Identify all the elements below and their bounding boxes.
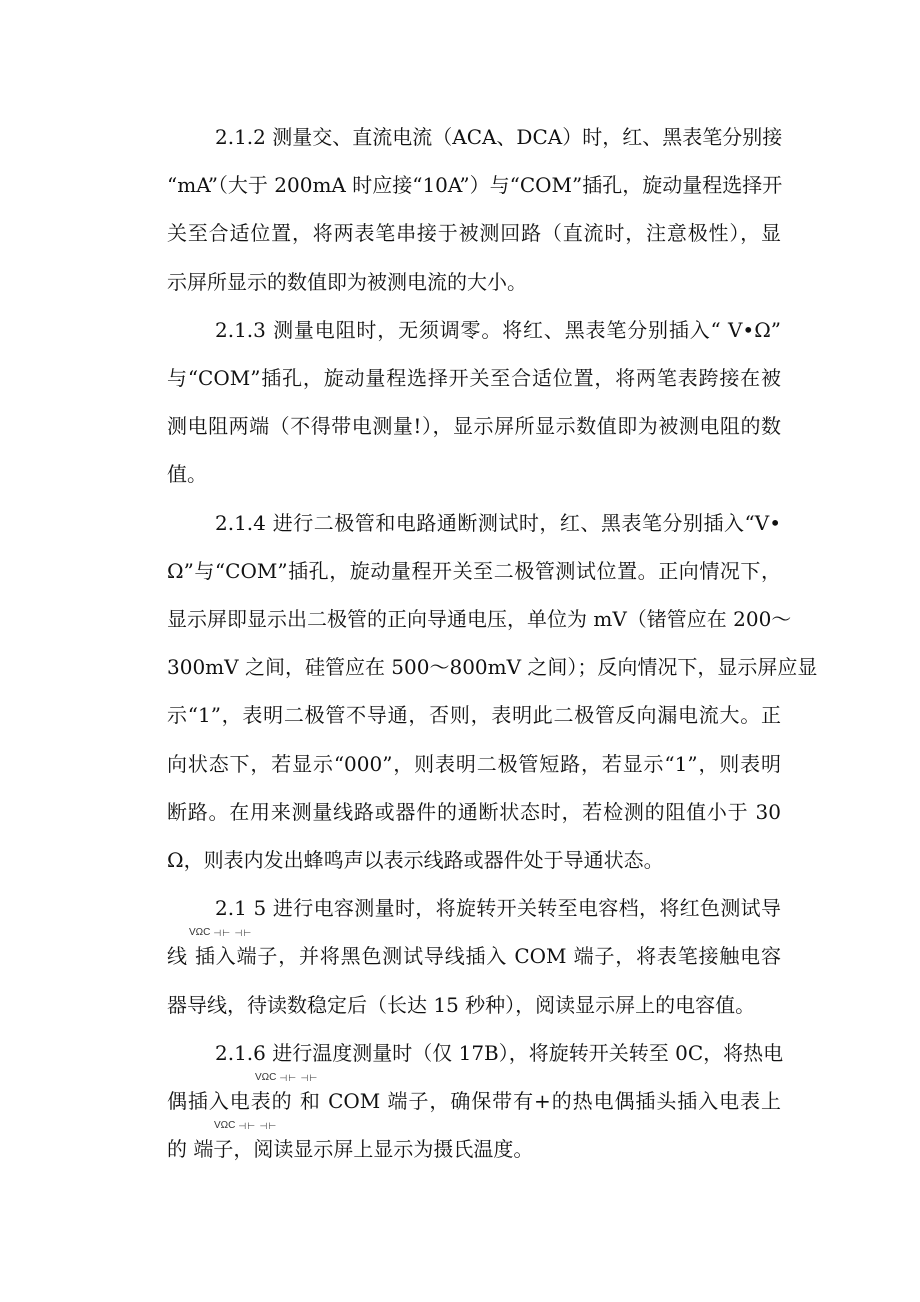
paragraph-3-line: 断路。在用来测量线路或器件的通断状态时，若检测的阻值小于 30 xyxy=(167,799,781,824)
paragraph-2-line: 测电阻两端（不得带电测量!），显示屏所显示数值即为被测电阻的数 xyxy=(167,414,781,439)
terminal-symbol-icon xyxy=(255,1072,318,1084)
paragraph-4-line: 线 插入端子，并将黑色测试导线插入 COM 端子，将表笔接触电容 xyxy=(167,944,781,969)
paragraph-2-line: 与“COM”插孔，旋动量程选择开关至合适位置，将两笔表跨接在被 xyxy=(167,366,781,390)
terminal-symbol-label: VΩC xyxy=(189,927,211,938)
paragraph-2-line: 值。 xyxy=(167,462,207,487)
diode-capacitor-icon: ⊣⊢ ⊣⊢ xyxy=(213,928,253,938)
paragraph-3-line: 向状态下，若显示“000”，则表明二极管短路，若显示“1”，则表明 xyxy=(167,751,781,776)
paragraph-1-line: 2.1.2 测量交、直流电流（ACA、DCA）时，红、黑表笔分别接 xyxy=(215,125,783,149)
paragraph-1-line: 关至合适位置，将两表笔串接于被测回路（直流时，注意极性），显 xyxy=(167,221,781,246)
terminal-symbol-icon xyxy=(214,1120,277,1132)
paragraph-2-line: 2.1.3 测量电阻时，无须调零。将红、黑表笔分别插入“ V•Ω” xyxy=(215,317,781,342)
terminal-symbol-label: VΩC xyxy=(214,1120,236,1131)
paragraph-1-line: 示屏所显示的数值即为被测电流的大小。 xyxy=(167,269,527,294)
paragraph-3-line: 2.1.4 进行二极管和电路通断测试时，红、黑表笔分别插入“V• xyxy=(215,510,781,535)
paragraph-4-line: 器导线，待读数稳定后（长达 15 秒种），阅读显示屏上的电容值。 xyxy=(167,992,756,1017)
paragraph-3-line: 示“1”，表明二极管不导通，否则，表明此二极管反向漏电流大。正 xyxy=(167,703,781,728)
paragraph-3-line: Ω”与“COM”插孔，旋动量程开关至二极管测试位置。正向情况下， xyxy=(167,558,781,583)
paragraph-3-line: 显示屏即显示出二极管的正向导通电压，单位为 mV（锗管应在 200～ xyxy=(167,607,792,631)
paragraph-3-line: Ω，则表内发出蜂鸣声以表示线路或器件处于导通状态。 xyxy=(167,848,664,872)
paragraph-4-line: 2.1 5 进行电容测量时，将旋转开关转至电容档，将红色测试导 xyxy=(215,896,781,921)
paragraph-5-line: 偶插入电表的 和 COM 端子，确保带有+的热电偶插头插入电表上 xyxy=(167,1089,781,1113)
terminal-symbol-label: VΩC xyxy=(255,1072,277,1083)
terminal-symbol-icon xyxy=(189,927,252,939)
paragraph-3-line: 300mV 之间，硅管应在 500～800mV 之间）；反向情况下，显示屏应显 xyxy=(167,655,818,680)
paragraph-1-line: “mA”（大于 200mA 时应接“10A”）与“COM”插孔，旋动量程选择开 xyxy=(167,173,783,198)
diode-capacitor-icon: ⊣⊢ ⊣⊢ xyxy=(238,1121,278,1131)
paragraph-5-line: 的 端子，阅读显示屏上显示为摄氏温度。 xyxy=(167,1137,534,1162)
paragraph-5-line: 2.1.6 进行温度测量时（仅 17B），将旋转开关转至 0C，将热电 xyxy=(215,1040,784,1065)
diode-capacitor-icon: ⊣⊢ ⊣⊢ xyxy=(279,1073,319,1083)
